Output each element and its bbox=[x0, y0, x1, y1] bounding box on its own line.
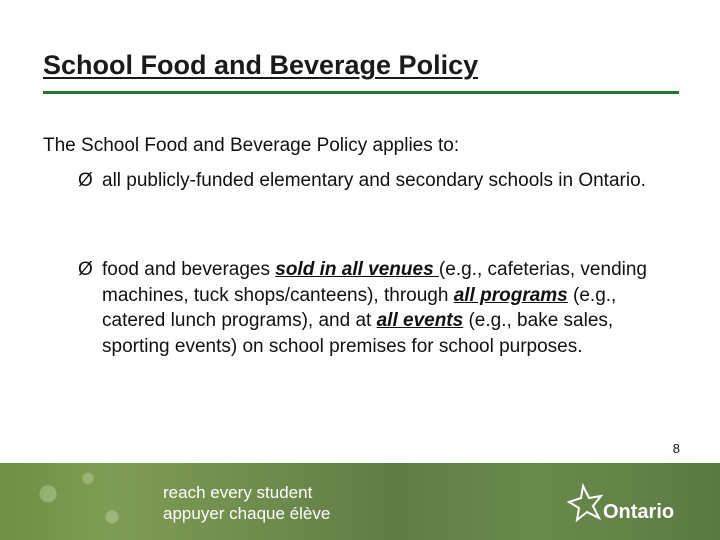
emphasis-sold-in-all-venues: sold in all venues bbox=[275, 259, 439, 280]
bullet-item-schools bbox=[78, 168, 668, 194]
bullet-item-food-beverages bbox=[78, 257, 668, 359]
bullet-text-part: (e.g., cafeterias, vending machines, tuck shops/canteens), through bbox=[102, 259, 647, 306]
bullet-text-part: (e.g., bake sales, sporting events) on school premises for school purposes. bbox=[102, 310, 614, 357]
emphasis-all-programs: all programs bbox=[453, 284, 568, 306]
bullet-text bbox=[102, 257, 668, 359]
intro-text: The School Food and Beverage Policy applies to: bbox=[43, 135, 460, 156]
bullet-text: all publicly-funded elementary and secondary schools in Ontario. bbox=[102, 170, 646, 191]
tagline-english: reach every student bbox=[163, 483, 313, 502]
bullet-arrow-icon: Ø bbox=[78, 170, 93, 191]
bullet-text-part: (e.g., catered lunch programs), and at bbox=[102, 284, 617, 331]
title-divider bbox=[43, 91, 679, 94]
emphasis-all-events: all events bbox=[376, 310, 464, 331]
footer-tagline bbox=[163, 482, 330, 524]
bullet-text-part: food and beverages bbox=[102, 259, 276, 280]
slide-title: School Food and Beverage Policy bbox=[43, 50, 479, 80]
tagline-french: appuyer chaque élève bbox=[163, 504, 331, 523]
page-number: 8 bbox=[672, 441, 680, 456]
footer-leaf-pattern bbox=[0, 463, 160, 540]
bullet-arrow-icon: Ø bbox=[78, 259, 93, 280]
ontario-wordmark: Ontario bbox=[603, 501, 675, 523]
